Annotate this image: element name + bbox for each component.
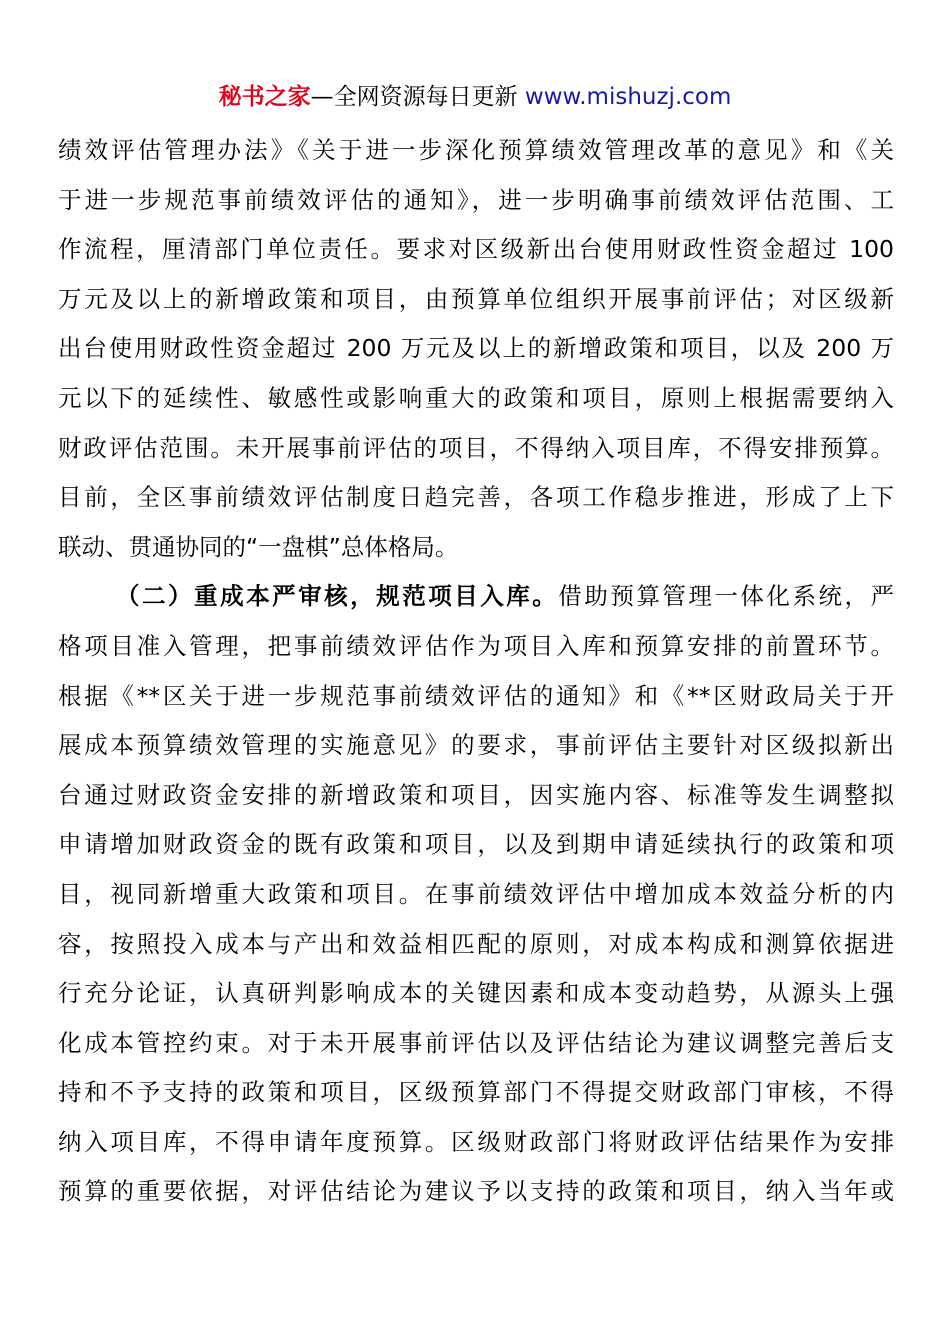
text-line: 万元及以上的新增政策和项目，由预算单位组织开展事前评估；对区级新 [58, 284, 894, 313]
text-line: 纳入项目库，不得申请年度预算。区级财政部门将财政评估结果作为安排 [58, 1127, 894, 1156]
document-body [58, 126, 894, 1217]
text-line: 行充分论证，认真研判影响成本的关键因素和成本变动趋势，从源头上强 [58, 979, 894, 1008]
section-heading: （二）重成本严审核，规范项目入库。 [116, 582, 559, 611]
text-line: 展成本预算绩效管理的实施意见》的要求，事前评估主要针对区级拟新出 [58, 731, 894, 760]
paragraph-1 [58, 126, 894, 572]
text-line: 目前，全区事前绩效评估制度日趋完善，各项工作稳步推进，形成了上下 [58, 483, 894, 512]
text-line: 作流程，厘清部门单位责任。要求对区级新出台使用财政性资金超过 100 [58, 235, 894, 264]
text-line: 元以下的延续性、敏感性或影响重大的政策和项目，原则上根据需要纳入 [58, 383, 894, 412]
text-line: 容，按照投入成本与产出和效益相匹配的原则，对成本构成和测算依据进 [58, 929, 894, 958]
text-line [58, 572, 894, 622]
text-line: 预算的重要依据，对评估结论为建议予以支持的政策和项目，纳入当年或 [58, 1177, 894, 1206]
section-heading-rest: 借助预算管理一体化系统，严 [558, 582, 894, 611]
paragraph-2 [58, 572, 894, 1217]
text-line: 申请增加财政资金的既有政策和项目，以及到期申请延续执行的政策和项 [58, 830, 894, 859]
text-line: 台通过财政资金安排的新增政策和项目，因实施内容、标准等发生调整拟 [58, 780, 894, 809]
page-header [0, 80, 950, 114]
text-line: 财政评估范围。未开展事前评估的项目，不得纳入项目库，不得安排预算。 [58, 433, 894, 462]
text-line: 持和不予支持的政策和项目，区级预算部门不得提交财政部门审核，不得 [58, 1078, 894, 1107]
brand-name: 秘书之家 [218, 84, 311, 110]
text-line: 联动、贯通协同的“一盘棋”总体格局。 [58, 532, 459, 561]
header-url-link[interactable]: www.mishuzj.com [524, 84, 732, 110]
text-line: 于进一步规范事前绩效评估的通知》，进一步明确事前绩效评估范围、工 [58, 185, 894, 214]
text-line: 出台使用财政性资金超过 200 万元及以上的新增政策和项目，以及 200 万 [58, 334, 894, 363]
text-line: 根据《**区关于进一步规范事前绩效评估的通知》和《**区财政局关于开 [58, 681, 894, 710]
header-tagline: —全网资源每日更新 [310, 84, 525, 110]
text-line: 目，视同新增重大政策和项目。在事前绩效评估中增加成本效益分析的内 [58, 879, 894, 908]
text-line: 化成本管控约束。对于未开展事前评估以及评估结论为建议调整完善后支 [58, 1028, 894, 1057]
text-line: 格项目准入管理，把事前绩效评估作为项目入库和预算安排的前置环节。 [58, 631, 894, 660]
text-line: 绩效评估管理办法》《关于进一步深化预算绩效管理改革的意见》和《关 [58, 136, 894, 164]
